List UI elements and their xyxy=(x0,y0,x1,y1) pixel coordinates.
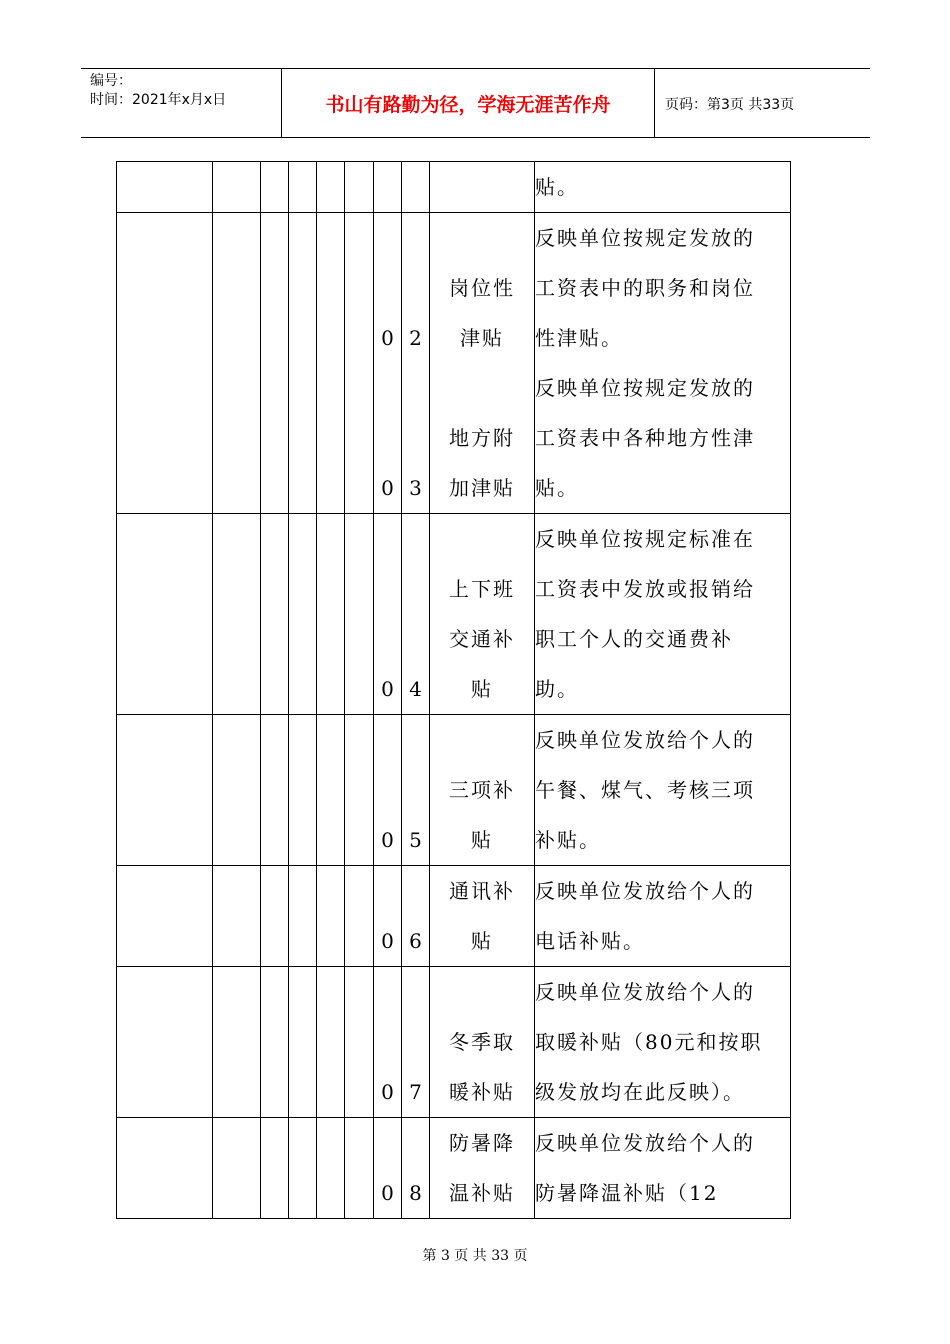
time-label: 时间：2021年x月x日 xyxy=(90,92,227,108)
cell-empty xyxy=(345,162,374,213)
code-digit-2 xyxy=(402,162,430,213)
cell-empty xyxy=(213,715,261,866)
cell-empty xyxy=(261,715,289,866)
cell-empty xyxy=(213,866,261,967)
cell-empty xyxy=(117,866,213,967)
table-row xyxy=(117,715,791,866)
cell-empty xyxy=(117,514,213,715)
cell-empty xyxy=(117,967,213,1118)
code-digit-2: 2 3 xyxy=(402,213,430,514)
table-row xyxy=(117,213,791,514)
cell-empty xyxy=(289,514,317,715)
code-label: 编号： xyxy=(90,73,132,89)
cell-empty xyxy=(317,213,345,514)
item-name: 冬季取暖补贴 xyxy=(430,967,535,1118)
cell-empty xyxy=(317,866,345,967)
cell-empty xyxy=(213,213,261,514)
code-digit-2: 8 xyxy=(402,1118,430,1219)
cell-empty xyxy=(213,162,261,213)
item-description: 反映单位发放给个人的电话补贴。 xyxy=(535,866,791,967)
code-digit-1: 0 0 xyxy=(374,213,402,514)
code-digit-2: 5 xyxy=(402,715,430,866)
cell-empty xyxy=(345,514,374,715)
cell-empty xyxy=(117,213,213,514)
cell-empty xyxy=(345,213,374,514)
code-digit-1: 0 xyxy=(374,715,402,866)
cell-empty xyxy=(289,162,317,213)
cell-empty xyxy=(261,213,289,514)
cell-empty xyxy=(289,967,317,1118)
item-description: 反映单位按规定标准在工资表中发放或报销给职工个人的交通费补助。 xyxy=(535,514,791,715)
cell-empty xyxy=(261,967,289,1118)
item-description: 贴。 xyxy=(535,162,791,213)
table-row xyxy=(117,967,791,1118)
header-page-code: 页码：第3页 共33页 xyxy=(665,97,795,113)
cell-empty xyxy=(345,866,374,967)
cell-empty xyxy=(261,162,289,213)
item-description: 反映单位按规定发放的工资表中的职务和岗位性津贴。 反映单位按规定发放的工资表中各种地方性津贴。 xyxy=(535,213,791,514)
page-footer: 第 3 页 共 33 页 xyxy=(422,1248,528,1264)
budget-item-table xyxy=(116,161,791,1219)
item-name: 岗位性津贴 地方附加津贴 xyxy=(430,213,535,514)
cell-empty xyxy=(261,1118,289,1219)
cell-empty xyxy=(317,514,345,715)
table-row xyxy=(117,866,791,967)
cell-empty xyxy=(261,866,289,967)
cell-empty xyxy=(345,715,374,866)
code-digit-1: 0 xyxy=(374,1118,402,1219)
code-digit-2: 6 xyxy=(402,866,430,967)
code-digit-1: 0 xyxy=(374,967,402,1118)
cell-empty xyxy=(289,715,317,866)
cell-empty xyxy=(213,514,261,715)
code-digit-2: 4 xyxy=(402,514,430,715)
cell-empty xyxy=(117,162,213,213)
item-name: 三项补贴 xyxy=(430,715,535,866)
table-row xyxy=(117,1118,791,1219)
cell-empty xyxy=(317,715,345,866)
code-digit-2: 7 xyxy=(402,967,430,1118)
header-motto: 书山有路勤为径，学海无涯苦作舟 xyxy=(325,93,611,116)
cell-empty xyxy=(317,967,345,1118)
code-digit-1 xyxy=(374,162,402,213)
item-description: 反映单位发放给个人的取暖补贴（80元和按职级发放均在此反映）。 xyxy=(535,967,791,1118)
cell-empty xyxy=(289,213,317,514)
cell-empty xyxy=(261,514,289,715)
item-name: 防暑降温补贴 xyxy=(430,1118,535,1219)
item-name xyxy=(430,162,535,213)
item-description: 反映单位发放给个人的午餐、煤气、考核三项补贴。 xyxy=(535,715,791,866)
header-divider-2 xyxy=(654,69,655,137)
code-digit-1: 0 xyxy=(374,866,402,967)
table-row xyxy=(117,162,791,213)
cell-empty xyxy=(213,1118,261,1219)
code-digit-1: 0 xyxy=(374,514,402,715)
cell-empty xyxy=(289,1118,317,1219)
cell-empty xyxy=(117,715,213,866)
item-description: 反映单位发放给个人的防暑降温补贴（12 xyxy=(535,1118,791,1219)
header-meta xyxy=(90,72,226,110)
cell-empty xyxy=(317,162,345,213)
item-name: 通讯补贴 xyxy=(430,866,535,967)
cell-empty xyxy=(345,1118,374,1219)
cell-empty xyxy=(289,866,317,967)
cell-empty xyxy=(117,1118,213,1219)
table-row xyxy=(117,514,791,715)
page-header xyxy=(81,68,870,138)
cell-empty xyxy=(213,967,261,1118)
item-name: 上下班交通补贴 xyxy=(430,514,535,715)
cell-empty xyxy=(345,967,374,1118)
cell-empty xyxy=(317,1118,345,1219)
